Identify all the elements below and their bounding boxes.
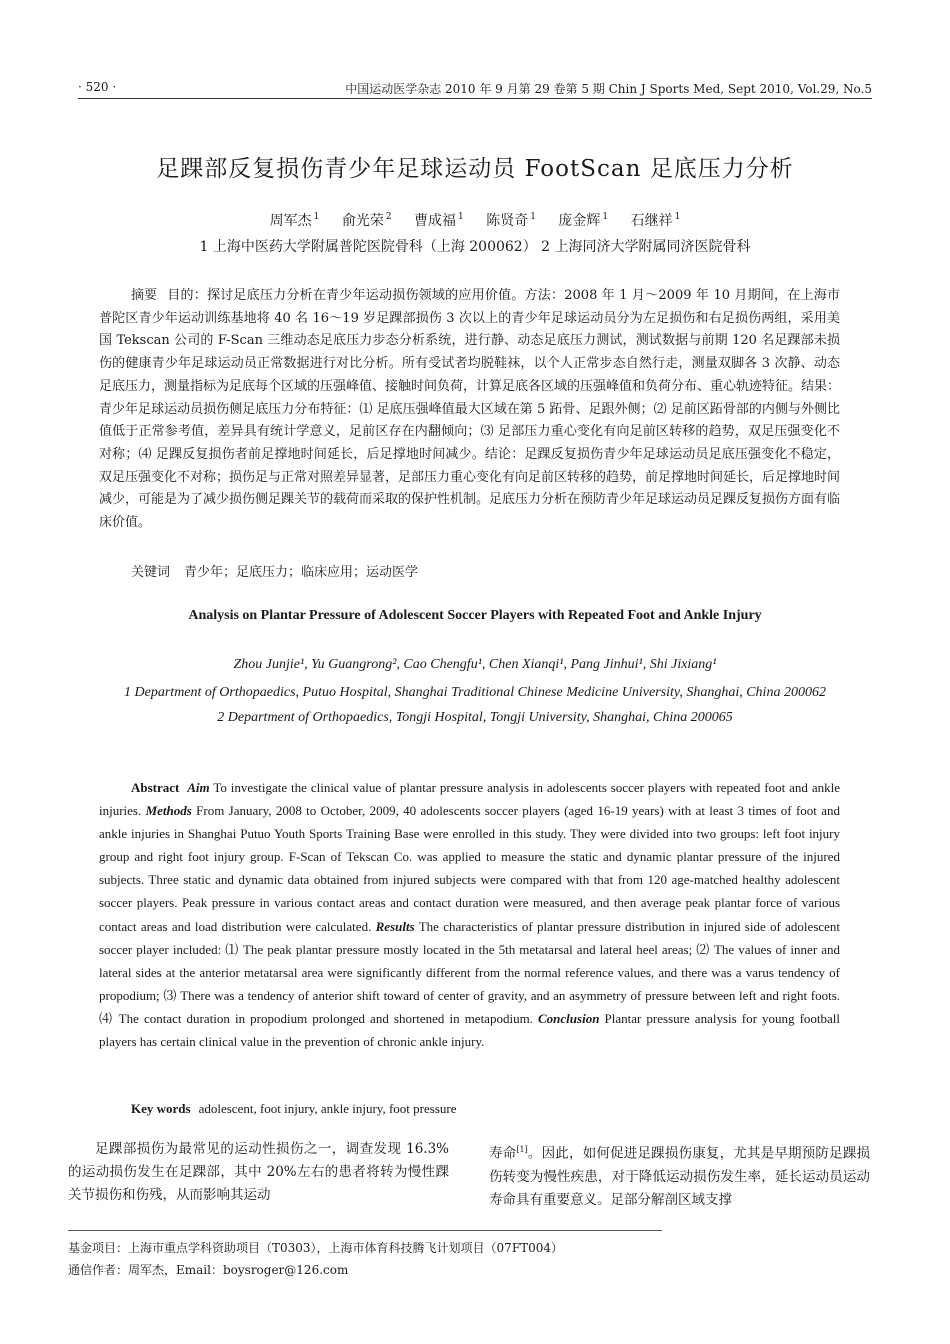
corresponding-author-footnote: 通信作者：周军杰，Email：boysroger@126.com: [68, 1263, 349, 1277]
abstract-text-cn: 目的：探讨足底压力分析在青少年运动损伤领域的应用价值。方法：2008 年 1 月～2009 年 10 月期间，在上海市普陀区青少年运动训练基地将 40 名 16～19 岁足踝部损伤 3 次以上的青少年足球运动员分为左足损伤和右足损伤两组，采用美国 Tekscan 公司的 F-Scan 三维动态足底压力步态分析系统，进行静、动态足底压力测试，测试数据与前期 120 名足踝部未损伤的健康青少年足球运动员正常数据进行对比分析。所有受试者均脱鞋袜，以个人正常步态自然行走，测量双脚各 3 次静、动态足底压力，测量指标为足底每个区域的压强峰值、接触时间负荷，计算足底各区域的压强峰值和负荷分布、重心轨迹特征。结果：青少年足球运动员损伤侧足底压力分布特征：⑴ 足底压强峰值最大区域在第 5 跖骨、足跟外侧；⑵ 足前区跖骨部的内侧与外侧比值低于正常参考值，差异具有统计学意义，足前区存在内翻倾向；⑶ 足部压力重心变化有向足前区转移的趋势，双足压强变化不对称；⑷ 足踝反复损伤者前足撑地时间延长，后足撑地时间减少。结论：足踝反复损伤青少年足球运动员足底压强变化不稳定，双足压强变化不对称；损伤足与正常对照差异显著，足部压力重心变化有向足前区转移的趋势，前足撑地时间延长，后足撑地时间减少，可能是为了减少损伤侧足踝关节的载荷而采取的保护性机制。足底压力分析在预防青少年足球运动员足踝反复损伤方面有临床价值。: [99, 288, 841, 531]
footnote-divider: [68, 1230, 662, 1231]
paper-title-en: Analysis on Plantar Pressure of Adolescent Soccer Players with Repeated Foot and Ankle Injury: [188, 608, 762, 623]
abstract-en: [99, 776, 840, 1053]
affiliation-mark: 1: [458, 212, 464, 223]
author-name: 庞金辉: [558, 213, 601, 229]
affiliations-en: [99, 681, 851, 730]
abstract-label-cn: 摘要: [131, 288, 158, 303]
affiliation-en-2: 2 Department of Orthopaedics, Tongji Hospital, Tongji University, Shanghai, China 200065: [217, 709, 733, 725]
author-list-en: Zhou Junjie¹, Yu Guangrong², Cao Chengfu¹, Chen Xianqi¹, Pang Jinhui¹, Shi Jixiang¹: [233, 657, 717, 672]
results-label: Results: [375, 918, 415, 934]
affiliation-mark: 1: [313, 212, 320, 223]
abstract-cn: [99, 285, 840, 535]
journal-header: 中国运动医学杂志 2010 年 9 月第 29 卷第 5 期 Chin J Sports Med, Sept 2010, Vol.29, No.5: [345, 82, 872, 96]
keywords-text-en: adolescent, foot injury, ankle injury, foot pressure: [198, 1101, 457, 1116]
affiliations-cn: 1 上海中医药大学附属普陀医院骨科（上海 200062） 2 上海同济大学附属同济医院骨科: [199, 239, 751, 255]
methods-label: Methods: [145, 803, 192, 819]
header-divider: [78, 98, 872, 99]
keywords-text-cn: 青少年；足底压力；临床应用；运动医学: [184, 565, 419, 580]
affiliation-mark: 2: [385, 212, 392, 223]
author-name: 陈贤奇: [486, 213, 529, 229]
methods-text: From January, 2008 to October, 2009, 40 adolescents soccer players (aged 16-19 years) with at least 3 times of foot and ankle injuries in Shanghai Putuo Youth Sports Training Base were enrolled in this study. They were divided into two groups: left foot injury group and right foot injury group. F-Scan of Tekscan Co. was applied to measure the static and dynamic plantar pressure of the injured subjects. Three static and dynamic data obtained from injured subjects were compared with that from 120 age-matched healthy adolescent soccer players. Peak pressure in various contact areas and contact duration were measured, and then average peak plantar force of various contact areas and load distribution were calculated.: [99, 803, 841, 934]
author-name: 周军杰: [269, 213, 312, 229]
aim-label: Aim: [187, 780, 210, 795]
conclusion-text: Plantar pressure analysis for young football players has certain clinical value in the prevention of chronic ankle injury.: [99, 1010, 840, 1050]
results-text: The characteristics of plantar pressure distribution in injured side of adolescent soccer player included: ⑴ The peak plantar pressure mostly located in the 5th metatarsal and lateral heel areas; ⑵ The values of inner and lateral sides at the anterior metatarsal area were significantly different from the normal reference values, and there was a varus tendency of propodium; ⑶ There was a tendency of anterior shift toward of center of gravity, and an asymmetry of pressure between left and right foots. ⑷ The contact duration in propodium prolonged and shortened in metapodium.: [99, 918, 841, 1026]
affiliation-en-1: 1 Department of Orthopaedics, Putuo Hospital, Shanghai Traditional Chinese Medicine University, Shanghai, China 200062: [124, 685, 826, 700]
author-name: 石继祥: [630, 213, 673, 229]
keywords-label-cn: 关键词: [131, 565, 171, 580]
body-column-right: [489, 1138, 870, 1212]
affiliation-mark: 1: [530, 212, 536, 223]
paper-title-cn: 足踝部反复损伤青少年足球运动员 FootScan 足底压力分析: [156, 156, 794, 182]
body-text: 寿命: [489, 1145, 517, 1162]
aim-text: To investigate the clinical value of plantar pressure analysis in adolescents soccer players with repeated foot and ankle injuries.: [99, 780, 841, 819]
fund-footnote: 基金项目：上海市重点学科资助项目（T0303），上海市体育科技腾飞计划项目（07FT004）: [68, 1241, 564, 1255]
keywords-label-en: Key words: [131, 1101, 191, 1116]
reference-mark: [1]: [516, 1145, 528, 1154]
abstract-label-en: Abstract: [131, 780, 180, 795]
affiliation-mark: 1: [602, 212, 609, 223]
keywords-en: [131, 1101, 456, 1117]
conclusion-label: Conclusion: [538, 1010, 600, 1026]
body-column-left: 足踝部损伤为最常见的运动性损伤之一，调查发现 16.3%的运动损伤发生在足踝部，其中 20%左右的患者将转为慢性踝关节损伤和伤残，从而影响其运动: [68, 1141, 449, 1203]
author-list-cn: [0, 210, 950, 230]
author-name: 俞光荣: [341, 213, 384, 229]
author-name: 曹成福: [414, 213, 457, 229]
affiliation-mark: 1: [674, 212, 681, 223]
keywords-cn: [131, 561, 418, 580]
body-text: 。因此，如何促进足踝损伤康复，尤其是早期预防足踝损伤转变为慢性疾患，对于降低运动损伤发生率，延长运动员运动寿命具有重要意义。足部分解剖区域支撑: [489, 1145, 871, 1208]
page-number: · 520 ·: [78, 80, 117, 94]
